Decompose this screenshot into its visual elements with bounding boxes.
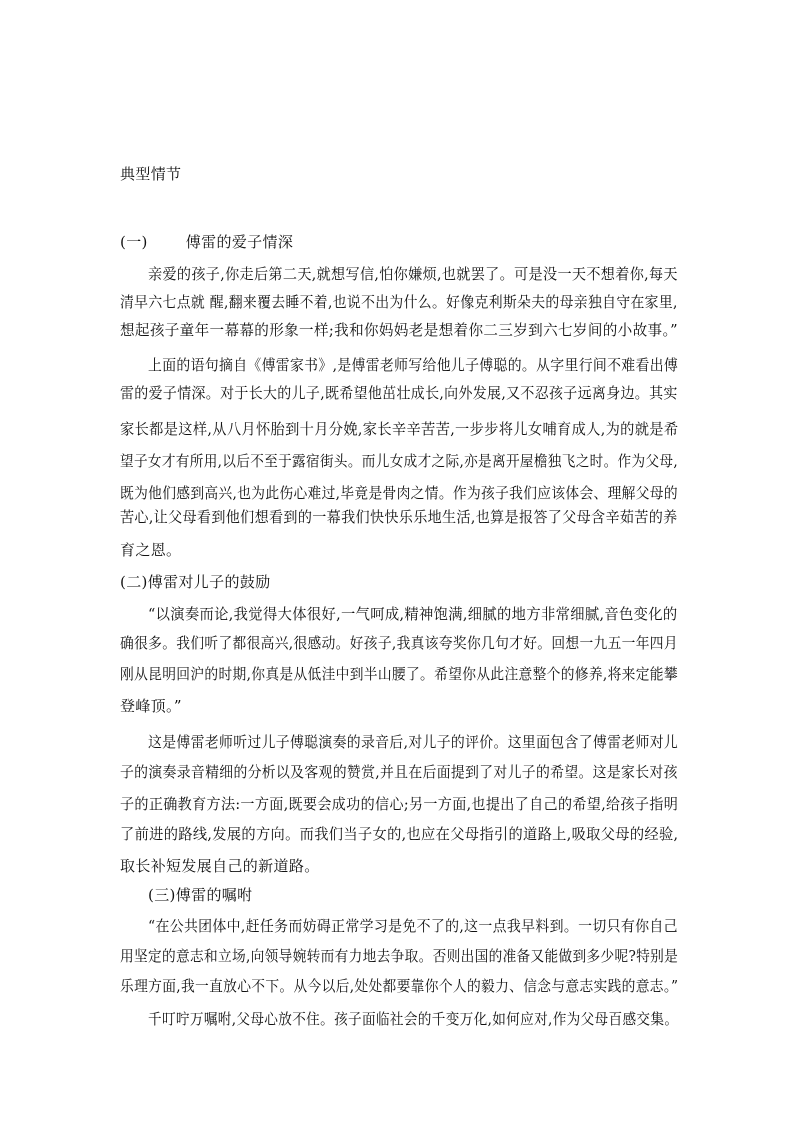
- section2-para-line-4: 了前进的路线,发展的方向。而我们当子女的,也应在父母指引的道路上,吸取父母的经验,: [120, 825, 679, 843]
- section3-heading: (三)傅雷的嘱咐: [148, 886, 253, 904]
- section1-quote-line-3: 想起孩子童年一幕幕的形象一样;我和你妈妈老是想着你二三岁到六七岁间的小故事。”: [120, 321, 678, 339]
- section1-quote-line-1: 亲爱的孩子,你走后第二天,就想写信,怕你嫌烦,也就罢了。可是没一天不想着你,每天: [148, 265, 678, 283]
- section1-para-line-2: 雷的爱子情深。对于长大的儿子,既希望他茁壮成长,向外发展,又不忍孩子远离身边。其实: [120, 384, 678, 402]
- section1-para-line-5: 既为他们感到高兴,也为此伤心难过,毕竟是骨肉之情。作为孩子我们应该体会、理解父母的: [120, 484, 678, 502]
- section1-para-line-6: 苦心,让父母看到他们想看到的一幕我们快快乐乐地生活,也算是报答了父母含辛茹苦的养: [120, 508, 678, 526]
- section3-quote-line-1: “在公共团体中,赶任务而妨碍正常学习是免不了的,这一点我早料到。一切只有你自己: [148, 917, 678, 935]
- section2-para-line-5: 取长补短发展自己的新道路。: [120, 857, 320, 875]
- section2-quote-line-1: “以演奏而论,我觉得大体很好,一气呵成,精神饱满,细腻的地方非常细腻,音色变化的: [148, 605, 678, 623]
- section2-para-line-1: 这是傅雷老师听过儿子傅聪演奏的录音后,对儿子的评价。这里面包含了傅雷老师对儿: [148, 733, 679, 751]
- section1-quote-line-2: 清早六七点就 醒,翻来覆去睡不着,也说不出为什么。好像克利斯朵夫的母亲独自守在家里,: [120, 293, 678, 311]
- section1-heading-number: (一): [120, 233, 148, 251]
- section1-para-line-3: 家长都是这样,从八月怀胎到十月分娩,家长辛辛苦苦,一步步将儿女哺育成人,为的就是希: [120, 420, 679, 438]
- section2-para-line-2: 子的演奏录音精细的分析以及客观的赞赏,并且在后面提到了对儿子的希望。这是家长对孩: [120, 763, 678, 781]
- section3-quote-line-3: 乐理方面,我一直放心不下。从今以后,处处都要靠你个人的毅力、信念与意志实践的意志。”: [120, 977, 679, 995]
- section2-heading: (二)傅雷对儿子的鼓励: [120, 573, 271, 591]
- section1-para-line-4: 望子女才有所用,以后不至于露宿街头。而儿女成才之际,亦是离开屋檐独飞之时。作为父母,: [120, 452, 679, 470]
- section1-heading: [120, 232, 293, 252]
- section2-quote-line-2: 确很多。我们听了都很高兴,很感动。好孩子,我真该夸奖你几句才好。回想一九五一年四月: [120, 634, 678, 652]
- section3-para-line-1: 千叮咛万嘱咐,父母心放不住。孩子面临社会的千变万化,如何应对,作为父母百感交集。: [148, 1010, 679, 1028]
- section3-quote-line-2: 用坚定的意志和立场,向领导婉转而有力地去争取。否则出国的准备又能做到多少呢?特别是: [120, 947, 679, 965]
- section1-para-line-1: 上面的语句摘自《傅雷家书》,是傅雷老师写给他儿子傅聪的。从字里行间不难看出傅: [148, 356, 679, 374]
- section2-quote-line-4: 登峰顶。”: [120, 697, 182, 715]
- document-title: 典型情节: [120, 165, 182, 183]
- section2-quote-line-3: 刚从昆明回沪的时期,你真是从低洼中到半山腰了。希望你从此注意整个的修养,将来定能攀: [120, 665, 678, 683]
- section2-para-line-3: 子的正确教育方法:一方面,既要会成功的信心;另一方面,也提出了自己的希望,给孩子指明: [120, 795, 679, 813]
- section1-para-line-7: 育之恩。: [120, 541, 182, 559]
- section1-heading-text: 傅雷的爱子情深: [185, 233, 294, 251]
